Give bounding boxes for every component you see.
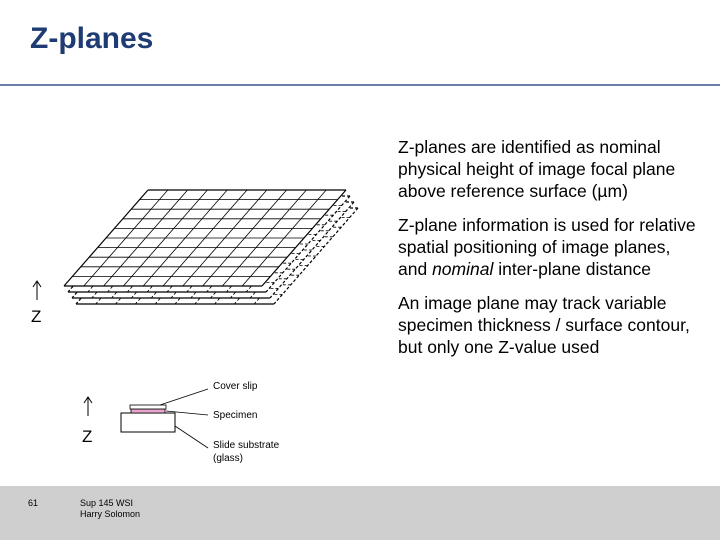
grid-plane-4 (64, 190, 346, 286)
bullet-2-emphasis: nominal (432, 259, 494, 279)
substrate-leader (175, 426, 208, 448)
grid-z-axis-label: Z (31, 307, 42, 326)
substrate-label-line1: Slide substrate (213, 440, 280, 451)
bullet-1-text: Z-planes are identified as nominal physical height of image focal plane above reference surface (µm) (398, 137, 676, 201)
slide-title: Z-planes (30, 22, 154, 55)
substrate-label-line2: (glass) (213, 453, 244, 464)
cover-slip (130, 405, 166, 409)
footer-author: Harry Solomon (80, 509, 141, 519)
bullet-2 (398, 214, 698, 280)
specimen-label: Specimen (213, 410, 258, 421)
cover-slip-leader (160, 389, 208, 405)
slide-substrate (121, 413, 175, 432)
bullet-2-text: Z-plane information is used for relative spatial positioning of image planes, and (398, 215, 696, 279)
bullet-3-text: An image plane may track variable specimen thickness / surface contour, but only one Z-value used (398, 293, 690, 357)
cover-slip-label: Cover slip (213, 381, 258, 392)
bullet-list (398, 136, 698, 370)
page-number: 61 (28, 498, 39, 508)
specimen-layer (131, 409, 165, 413)
bullet-3 (398, 292, 698, 358)
stacked-grid-planes (64, 190, 358, 304)
bullet-1 (398, 136, 698, 202)
slide-z-axis-label: Z (82, 427, 93, 446)
bullet-2-text-end: inter-plane distance (493, 259, 651, 279)
footer-doc-name: Sup 145 WSI (80, 498, 134, 508)
